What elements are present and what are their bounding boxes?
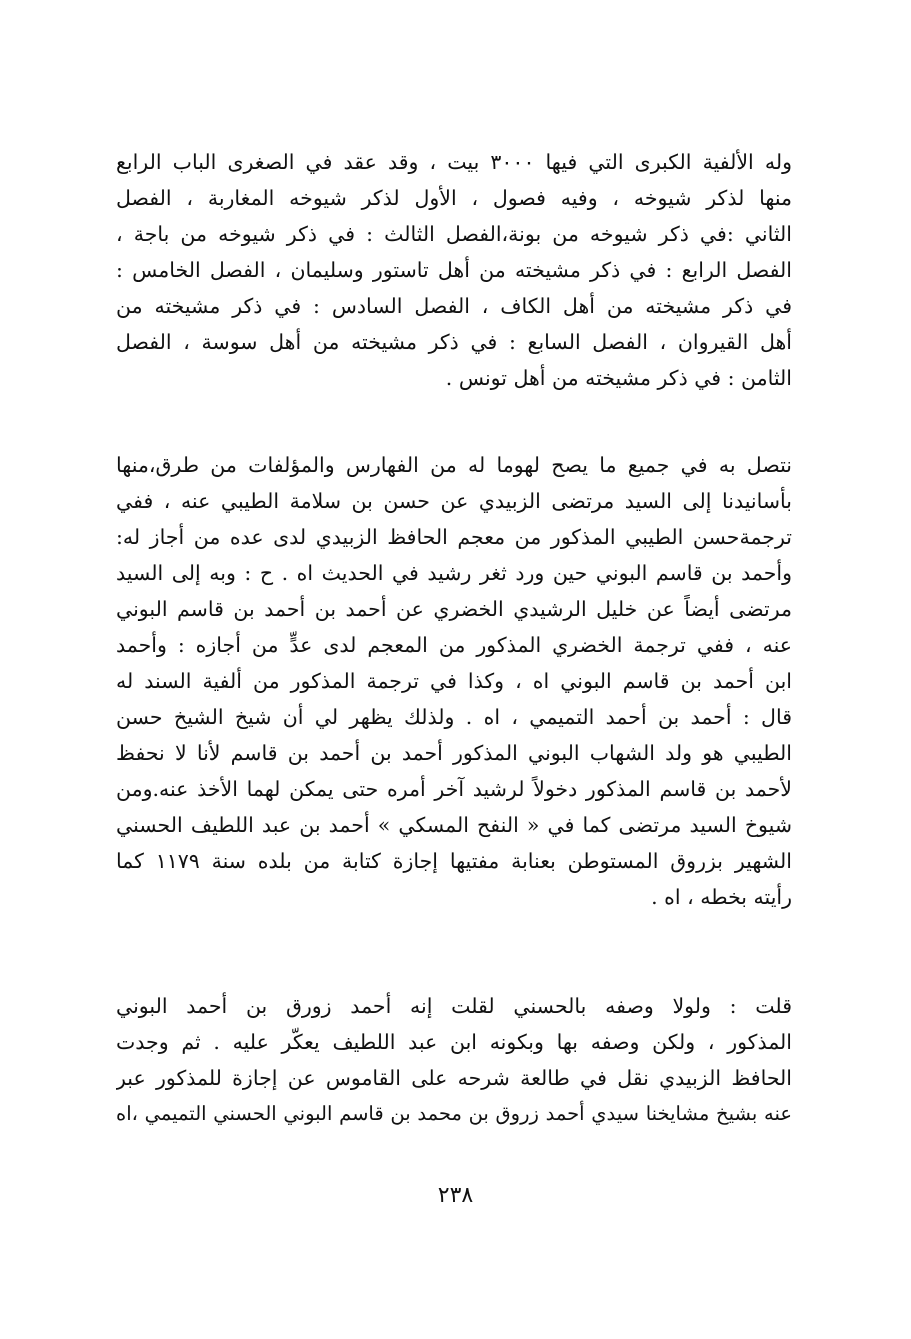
paragraph-1 — [116, 144, 792, 396]
text-line: عنه بشيخ مشايخنا سيدي أحمد زروق بن محمد بن قاسم البوني الحسني التميمي ،اه — [116, 1102, 792, 1125]
text-line: مرتضى أيضاً عن خليل الرشيدي الخضري عن أحمد بن أحمد بن قاسم البوني — [116, 597, 792, 621]
paragraph-2 — [116, 447, 792, 915]
text-line: في ذكر مشيخته من أهل الكاف ، الفصل السادس : في ذكر مشيخته من — [116, 294, 792, 318]
text-line: عنه ، ففي ترجمة الخضري المذكور من المعجم لدى عدٍّ من أجازه : وأحمد — [116, 633, 792, 657]
page-number: ٢٣٨ — [437, 1183, 474, 1208]
text-line: الثاني :في ذكر شيوخه من بونة،الفصل الثالث : في ذكر شيوخه من باجة ، — [116, 222, 792, 246]
text-line: رأيته بخطه ، اه . — [651, 885, 792, 909]
text-line: منها لذكر شيوخه ، وفيه فصول ، الأول لذكر شيوخه المغاربة ، الفصل — [116, 186, 792, 210]
text-line: الحافظ الزبيدي نقل في طالعة شرحه على القاموس عن إجازة للمذكور عبر — [116, 1066, 792, 1090]
text-line: وله الألفية الكبرى التي فيها ٣٠٠٠ بيت ، وقد عقد في الصغرى الباب الرابع — [116, 150, 792, 174]
text-line: المذكور ، ولكن وصفه بها وبكونه ابن عبد اللطيف يعكّر عليه . ثم وجدت — [116, 1030, 792, 1054]
text-line: ابن أحمد بن قاسم البوني اه ، وكذا في ترجمة المذكور من ألفية السند له — [116, 669, 792, 693]
text-line: وأحمد بن قاسم البوني حين ورد ثغر رشيد في الحديث اه . ح : وبه إلى السيد — [116, 561, 792, 585]
text-line: لأحمد بن قاسم المذكور دخولاً لرشيد آخر أمره حتى يمكن لهما الأخذ عنه.ومن — [116, 777, 792, 801]
text-line: ترجمةحسن الطيبي المذكور من معجم الحافظ الزبيدي لدى عده من أجاز له: — [116, 525, 792, 549]
text-line: نتصل به في جميع ما يصح لهوما له من الفهارس والمؤلفات من طرق،منها — [116, 453, 792, 477]
text-line: بأسانيدنا إلى السيد مرتضى الزبيدي عن حسن بن سلامة الطيبي عنه ، ففي — [116, 489, 792, 513]
text-line: الشهير بزروق المستوطن بعنابة مفتيها إجازة كتابة من بلده سنة ١١٧٩ كما — [116, 849, 792, 873]
text-line: قال : أحمد بن أحمد التميمي ، اه . ولذلك يظهر لي أن شيخ الشيخ حسن — [116, 705, 792, 729]
text-line: أهل القيروان ، الفصل السابع : في ذكر مشيخته من أهل سوسة ، الفصل — [116, 330, 792, 354]
text-line: الطيبي هو ولد الشهاب البوني المذكور أحمد بن أحمد بن قاسم لأنا لا نحفظ — [116, 741, 792, 765]
text-line: شيوخ السيد مرتضى كما في « النفح المسكي » أحمد بن عبد اللطيف الحسني — [116, 813, 792, 837]
paragraph-3 — [116, 988, 792, 1132]
text-line: الثامن : في ذكر مشيخته من أهل تونس . — [445, 366, 792, 390]
text-line: الفصل الرابع : في ذكر مشيخته من أهل تاستور وسليمان ، الفصل الخامس : — [116, 258, 792, 282]
text-line: قلت : ولولا وصفه بالحسني لقلت إنه أحمد زورق بن أحمد البوني — [116, 994, 792, 1018]
